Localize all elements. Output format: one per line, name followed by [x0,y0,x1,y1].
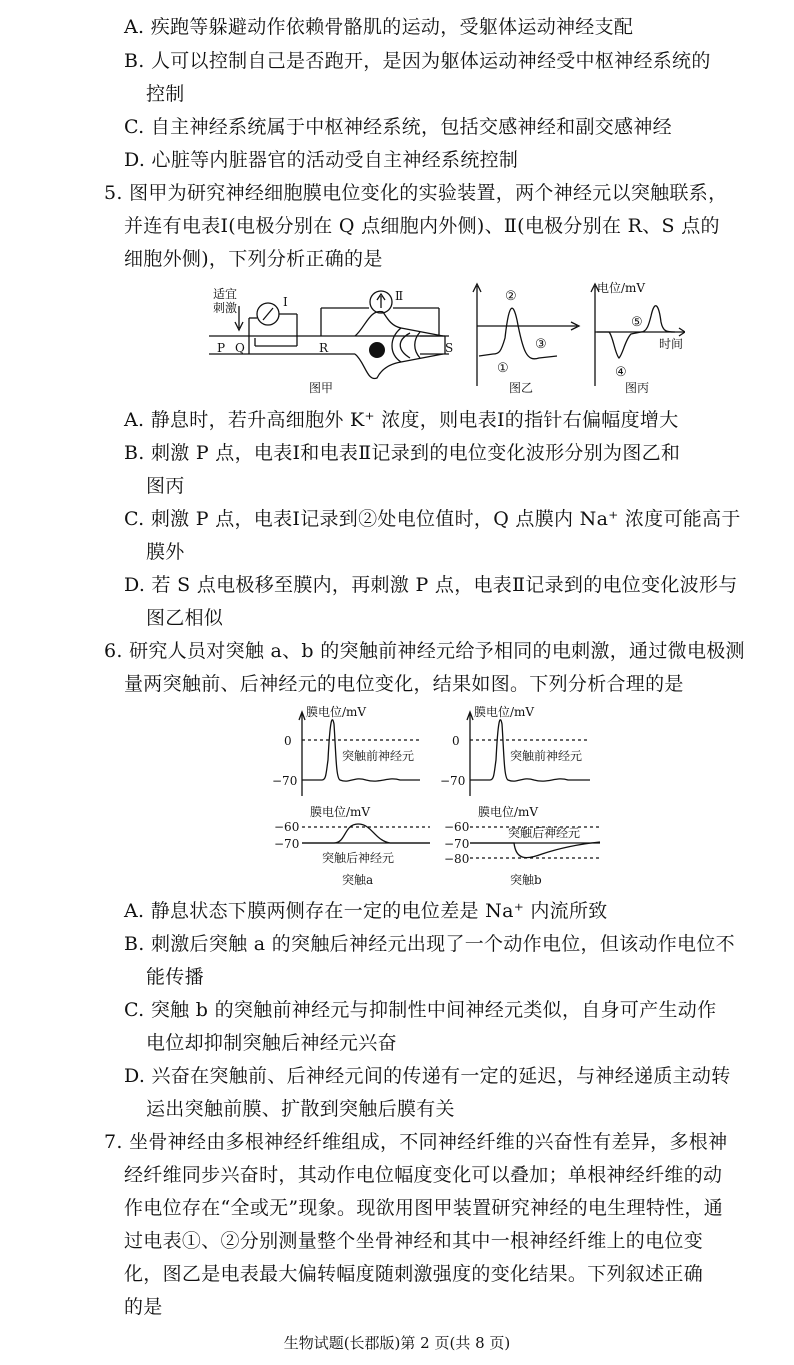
q7-stem-6: 的是 [124,1296,163,1318]
point-q: Q [235,341,245,355]
q7-stem-5: 化，图乙是电表最大偏转幅度随刺激强度的变化结果。下列叙述正确 [124,1263,704,1285]
bing-xlabel: 时间 [659,337,684,351]
marker-3: ③ [535,337,547,352]
figure-bing [591,284,685,386]
q5-option-d: D. 若 S 点电极移至膜内，再刺激 P 点，电表Ⅱ记录到的电位变化波形与 [124,574,738,596]
q4-option-d: D. 心脏等内脏器官的活动受自主神经系统控制 [124,149,519,171]
marker-1: ① [497,361,509,376]
point-r: R [319,341,329,355]
b-pre-ylabel: 膜电位/mV [474,705,535,719]
q5-option-a: A. 静息时，若升高细胞外 K⁺ 浓度，则电表Ⅰ的指针右偏幅度增大 [124,409,679,431]
marker-5: ⑤ [631,315,643,330]
q5-option-d-cont: 图乙相似 [146,607,224,629]
q5-option-c-cont: 膜外 [146,541,185,563]
q5-stem-1: 5. 图甲为研究神经细胞膜电位变化的实验装置，两个神经元以突触联系， [104,182,728,204]
point-p: P [217,341,226,355]
meter-1-label: Ⅰ [283,295,288,309]
q5-option-b-cont: 图丙 [146,475,185,497]
q5-option-b: B. 刺激 P 点，电表Ⅰ和电表Ⅱ记录到的电位变化波形分别为图乙和 [124,442,681,464]
q4-option-b: B. 人可以控制自己是否跑开，是因为躯体运动神经受中枢神经系统的 [124,50,711,72]
marker-2: ② [505,289,517,304]
caption-jia: 图甲 [309,381,334,395]
q7-stem-3: 作电位存在“全或无”现象。现欲用图甲装置研究神经的电生理特性，通 [124,1197,724,1219]
a-pre-ylabel: 膜电位/mV [306,705,367,719]
figure-jia [209,291,449,379]
page-footer: 生物试题(长郡版)第 2 页(共 8 页) [283,1334,511,1352]
q6-option-c: C. 突触 b 的突触前神经元与抑制性中间神经元类似，自身可产生动作 [124,999,717,1021]
b-pre-tick-70: −70 [440,774,466,788]
a-post-tick-60: −60 [274,820,300,834]
q6-option-b: B. 刺激后突触 a 的突触后神经元出现了一个动作电位，但该动作电位不 [124,933,735,955]
q5-stem-3: 细胞外侧)，下列分析正确的是 [124,248,383,270]
q5-figure [205,278,685,398]
q6-option-d: D. 兴奋在突触前、后神经元间的传递有一定的延迟，与神经递质主动转 [124,1065,731,1087]
q6-stem-1: 6. 研究人员对突触 a、b 的突触前神经元给予相同的电刺激，通过微电极测 [104,640,745,662]
q6-option-b-cont: 能传播 [146,966,204,988]
q6-option-d-cont: 运出突触前膜、扩散到突触后膜有关 [146,1098,455,1120]
q4-option-b-cont: 控制 [146,83,185,105]
b-pre-label: 突触前神经元 [510,749,583,763]
a-post-label: 突触后神经元 [322,851,395,865]
a-pre-label: 突触前神经元 [342,749,415,763]
a-post-ylabel: 膜电位/mV [310,805,371,819]
q5-stem-2: 并连有电表Ⅰ(电极分别在 Q 点细胞内外侧)、Ⅱ(电极分别在 R、S 点的 [124,215,720,237]
a-pre-tick-70: −70 [272,774,298,788]
q6-figure [270,700,610,890]
b-pre-tick-0: 0 [452,734,460,748]
q6-option-a: A. 静息状态下膜两侧存在一定的电位差是 Na⁺ 内流所致 [124,900,608,922]
stim-label-1: 适宜 [213,287,238,301]
b-post-label: 突触后神经元 [508,826,581,840]
b-post-tick-60: −60 [444,820,470,834]
neuron-nucleus [369,342,385,358]
q5-option-c: C. 刺激 P 点，电表Ⅰ记录到②处电位值时，Q 点膜内 Na⁺ 浓度可能高于 [124,508,741,530]
caption-synapse-b: 突触b [510,873,542,887]
stim-label-2: 刺激 [213,301,238,315]
b-post-ylabel: 膜电位/mV [478,805,539,819]
marker-4: ④ [615,365,627,380]
caption-bing: 图丙 [625,381,650,395]
q4-option-c: C. 自主神经系统属于中枢神经系统，包括交感神经和副交感神经 [124,116,672,138]
a-post-tick-70: −70 [274,837,300,851]
q4-option-a: A. 疾跑等躲避动作依赖骨骼肌的运动，受躯体运动神经支配 [124,16,634,38]
b-post-tick-80: −80 [444,852,470,866]
caption-yi: 图乙 [509,381,534,395]
q7-stem-4: 过电表①、②分别测量整个坐骨神经和其中一根神经纤维上的电位变 [124,1230,704,1252]
q7-stem-2: 经纤维同步兴奋时，其动作电位幅度变化可以叠加；单根神经纤维的动 [124,1164,723,1186]
caption-synapse-a: 突触a [342,873,374,887]
b-post-tick-70: −70 [444,837,470,851]
point-s: S [445,341,454,355]
q6-option-c-cont: 电位却抑制突触后神经元兴奋 [146,1032,397,1054]
q6-stem-2: 量两突触前、后神经元的电位变化，结果如图。下列分析合理的是 [124,673,684,695]
figure-yi [473,284,579,386]
a-pre-tick-0: 0 [284,734,292,748]
bing-ylabel: 电位/mV [597,281,646,295]
meter-2-label: Ⅱ [395,289,404,303]
q7-stem-1: 7. 坐骨神经由多根神经纤维组成，不同神经纤维的兴奋性有差异，多根神 [104,1131,728,1153]
